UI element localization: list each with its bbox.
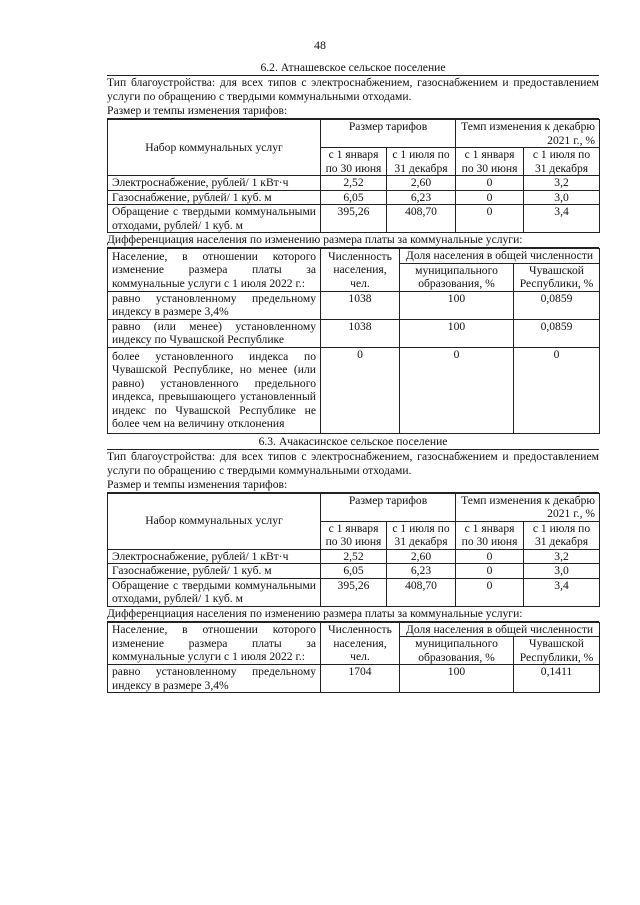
service-name: Электроснабжение, рублей/ 1 кВт·ч (108, 549, 321, 564)
table-row (108, 578, 600, 606)
cell: 100 (400, 319, 514, 347)
cell: 3,4 (524, 578, 600, 606)
header-rate: Темп изменения к декабрю 2021 г., % (456, 120, 600, 148)
service-name: Обращение с твердыми коммунальными отходами, рублей/ 1 куб. м (108, 205, 321, 233)
cell: 0 (514, 347, 600, 433)
cell: 6,05 (321, 190, 387, 205)
cell: 3,2 (524, 176, 600, 191)
cell: 6,05 (321, 564, 387, 579)
tariff-table (107, 493, 600, 607)
cell: 0 (456, 190, 524, 205)
header-period: с 1 июля по 31 декабря (387, 521, 456, 549)
cell: 6,23 (387, 564, 456, 579)
cell: 0,0859 (514, 291, 600, 319)
header-period: с 1 января по 30 июня (321, 521, 387, 549)
cell: 0 (456, 578, 524, 606)
header-share: Доля населения в общей численности (400, 249, 600, 264)
cell: 6,23 (387, 190, 456, 205)
cell: 0 (456, 564, 524, 579)
row-desc: более установленного индекса по Чувашской Республике, но менее (или равно) установленного предельного индекса, превышающего установленный индекс по Чувашской Республике не более чем на величину отклонения (108, 347, 321, 433)
document-body (107, 60, 599, 693)
cell: 1038 (321, 319, 400, 347)
cell: 1704 (321, 665, 400, 693)
page-number: 48 (314, 38, 326, 52)
cell: 2,60 (387, 549, 456, 564)
table-row (108, 549, 600, 564)
section-title: 6.2. Атнашевское сельское поселение (107, 60, 599, 76)
row-desc: равно (или менее) установленному индексу по Чувашской Республике (108, 319, 321, 347)
service-name: Газоснабжение, рублей/ 1 куб. м (108, 190, 321, 205)
population-table (107, 248, 600, 434)
table-row (108, 291, 600, 319)
cell: 395,26 (321, 205, 387, 233)
cell: 2,52 (321, 549, 387, 564)
cell: 3,4 (524, 205, 600, 233)
header-services: Набор коммунальных услуг (108, 493, 321, 549)
cell: 0 (400, 347, 514, 433)
tariff-table (107, 119, 600, 233)
diff-label: Дифференциация населения по изменению размера платы за коммунальные услуги: (107, 233, 599, 248)
table-row (108, 665, 600, 693)
table-row (108, 319, 600, 347)
cell: 408,70 (387, 205, 456, 233)
header-services: Набор коммунальных услуг (108, 120, 321, 176)
cell: 2,52 (321, 176, 387, 191)
cell: 0 (321, 347, 400, 433)
row-desc: равно установленному предельному индексу в размере 3,4% (108, 291, 321, 319)
header-period: с 1 июля по 31 декабря (524, 521, 600, 549)
header-count: Численность населения, чел. (321, 249, 400, 292)
header-period: с 1 января по 30 июня (321, 148, 387, 176)
header-share: Доля населения в общей численности (400, 622, 600, 637)
header-municipal: муниципального образования, % (400, 637, 514, 665)
population-table (107, 622, 600, 694)
cell: 408,70 (387, 578, 456, 606)
header-population: Население, в отношении которого изменение размера платы за коммунальные услуги с 1 июля 2022 г.: (108, 622, 321, 665)
section-title: 6.3. Ачакасинское сельское поселение (107, 434, 599, 450)
table-row (108, 205, 600, 233)
table-row (108, 347, 600, 433)
size-label: Размер и темпы изменения тарифов: (107, 478, 599, 493)
table-row (108, 564, 600, 579)
table-row (108, 176, 600, 191)
header-municipal: муниципального образования, % (400, 263, 514, 291)
row-desc: равно установленному предельному индексу в размере 3,4% (108, 665, 321, 693)
header-republic: Чувашской Республики, % (514, 637, 600, 665)
size-label: Размер и темпы изменения тарифов: (107, 104, 599, 119)
cell: 100 (400, 291, 514, 319)
type-text: Тип благоустройства: для всех типов с электроснабжением, газоснабжением и предоставлением услуги по обращению с твердыми коммунальными отходами. (107, 76, 599, 103)
header-count: Численность населения, чел. (321, 622, 400, 665)
cell: 1038 (321, 291, 400, 319)
service-name: Газоснабжение, рублей/ 1 куб. м (108, 564, 321, 579)
header-rate: Темп изменения к декабрю 2021 г., % (456, 493, 600, 521)
cell: 3,0 (524, 564, 600, 579)
cell: 3,2 (524, 549, 600, 564)
header-period: с 1 июля по 31 декабря (524, 148, 600, 176)
header-period: с 1 июля по 31 декабря (387, 148, 456, 176)
header-population: Население, в отношении которого изменение размера платы за коммунальные услуги с 1 июля 2022 г.: (108, 249, 321, 292)
table-row (108, 190, 600, 205)
header-period: с 1 января по 30 июня (456, 148, 524, 176)
cell: 0,0859 (514, 319, 600, 347)
service-name: Электроснабжение, рублей/ 1 кВт·ч (108, 176, 321, 191)
cell: 0 (456, 176, 524, 191)
cell: 2,60 (387, 176, 456, 191)
header-size: Размер тарифов (321, 493, 456, 521)
type-text: Тип благоустройства: для всех типов с электроснабжением, газоснабжением и предоставлением услуги по обращению с твердыми коммунальными отходами. (107, 449, 599, 477)
service-name: Обращение с твердыми коммунальными отходами, рублей/ 1 куб. м (108, 578, 321, 606)
header-size: Размер тарифов (321, 120, 456, 148)
cell: 3,0 (524, 190, 600, 205)
cell: 0,1411 (514, 665, 600, 693)
cell: 0 (456, 549, 524, 564)
header-period: с 1 января по 30 июня (456, 521, 524, 549)
diff-label: Дифференциация населения по изменению размера платы за коммунальные услуги: (107, 607, 599, 622)
cell: 100 (400, 665, 514, 693)
cell: 0 (456, 205, 524, 233)
header-republic: Чувашской Республики, % (514, 263, 600, 291)
cell: 395,26 (321, 578, 387, 606)
